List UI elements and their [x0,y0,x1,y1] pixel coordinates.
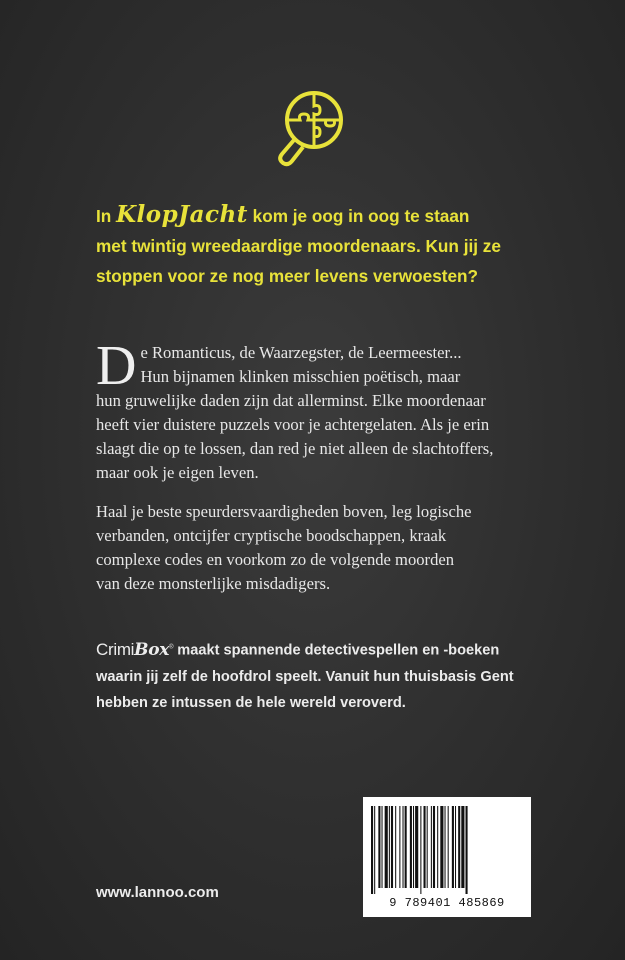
barcode-bar [461,806,464,888]
paragraph-line: complexe codes en voorkom zo de volgende moorden [96,550,455,569]
crimibox-logo [96,640,173,659]
barcode-bar [395,806,396,888]
barcode-bar [452,806,454,888]
barcode-bars [371,806,523,894]
crimibox-logo-b: Box [134,639,170,660]
barcode-digits: 9 789401 485869 [389,896,505,910]
paragraph-line: maar ook je eigen leven. [96,463,259,482]
intro-text [96,200,536,291]
publisher-line-1 [96,634,536,664]
barcode-bar [440,806,443,888]
publisher-line-2: waarin jij zelf de hoofdrol speelt. Vanuit hun thuisbasis Gent [96,668,514,685]
barcode-bar [458,806,460,888]
description-paragraph-1 [96,335,536,485]
barcode-bar [410,806,412,888]
barcode-bar [420,806,421,894]
publisher-line-1-rest: maakt spannende detectivespellen en -boeken [173,642,500,659]
isbn-barcode [363,797,531,917]
paragraph-line: slaagt die op te lossen, dan red je niet alleen de slachtoffers, [96,439,494,458]
barcode-bar [378,806,380,888]
barcode-bar [466,806,468,894]
paragraph-line: heeft vier duistere puzzels voor je achtergelaten. Als je erin [96,415,490,434]
paragraph-line: verbanden, ontcijfer cryptische boodschappen, kraak [96,526,447,545]
magnifier-puzzle-icon [270,84,350,174]
paragraph-line: van deze monsterlijke misdadigers. [96,574,331,593]
publisher-url: www.lannoo.com [96,884,219,901]
barcode-bar [448,806,449,888]
barcode-bar [413,806,414,888]
barcode-bar [433,806,435,888]
barcode-bar [445,806,446,888]
crimibox-logo-a: Crimi [96,639,135,659]
publisher-line-3: hebben ze intussen de hele wereld veroverd. [96,694,406,711]
barcode-bar [391,806,393,888]
brand-title: KlopJacht [116,201,248,228]
description-paragraph-2 [96,500,536,596]
intro-line-1-rest: kom je oog in oog te staan [247,206,470,226]
barcode-bar [455,806,456,888]
barcode-bar [403,806,404,888]
barcode-bar [382,806,383,888]
intro-line-3: stoppen voor ze nog meer levens verwoesten? [96,266,479,286]
barcode-bar [399,806,400,888]
paragraph-line: Haal je beste speurdersvaardigheden boven, leg logische [96,502,472,521]
barcode-bar [437,806,438,888]
paragraph-line: hun gruwelijke daden zijn dat allerminst. Elke moordenaar [96,391,486,410]
barcode-bar [385,806,388,888]
barcode-bar [415,806,418,888]
barcode-bar [371,806,373,894]
intro-line-2: met twintig wreedaardige moordenaars. Kun jij ze [96,236,501,256]
publisher-blurb [96,634,536,716]
barcode-bar [431,806,432,888]
barcode-bar [424,806,426,888]
barcode-bar [374,806,375,894]
barcode-bar [427,806,428,888]
intro-prefix: In [96,206,117,226]
drop-cap: D [96,335,137,397]
barcode-bar [389,806,390,888]
paragraph-line: Hun bijnamen klinken misschien poëtisch, maar [140,367,461,386]
intro-line-1 [96,200,536,231]
paragraph-line: e Romanticus, de Waarzegster, de Leermeester... [140,343,462,362]
barcode-bar [405,806,407,888]
registered-mark: ® [169,644,174,650]
